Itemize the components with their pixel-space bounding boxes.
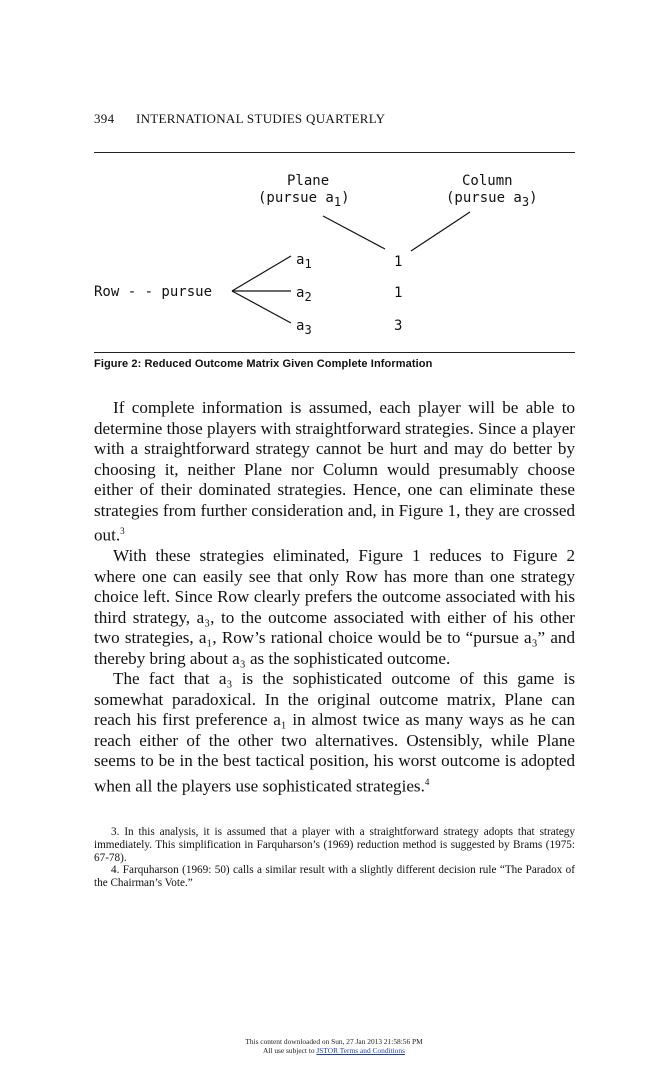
running-head xyxy=(94,111,385,127)
footnotes xyxy=(94,826,575,890)
terms-line xyxy=(0,1046,668,1055)
terms-prefix: All use subject to xyxy=(263,1046,317,1055)
branch-line-a1 xyxy=(232,256,291,291)
strategy-a3-index: 3 xyxy=(304,323,312,337)
paragraph-1-text: If complete information is assumed, each player will be able to determine those players with straightforward strategies. Since a player with a straightforward strategy cannot be hurt and may do better by choosing it, neither Plane nor Column would presumably choose either of their dominated strategies. Hence, one can eliminate these strategies from further consideration and, in Figure 1, they are crossed out. xyxy=(94,398,575,545)
strategy-a1 xyxy=(296,252,312,271)
strategy-a1-letter: a xyxy=(296,252,305,268)
plane-strategy xyxy=(258,190,350,209)
strategy-a2 xyxy=(296,285,312,304)
figure-bottom-rule xyxy=(94,352,575,353)
outcome-a1: 1 xyxy=(394,254,403,270)
paragraph-1 xyxy=(94,398,575,546)
paragraph-2: With these strategies eliminated, Figure 1 reduces to Figure 2 where one can easily see that only Row has more than one strategy choice left. Since Row clearly prefers the outcome associated with his third strategy, a₃, to the outcome associated with either of his other two strategies, a₁, Row’s rational choice would be to “pursue a₃” and thereby bring about a₃ as the sophisticated outcome. xyxy=(94,546,575,668)
plane-strategy-text: (pursue a xyxy=(258,190,334,206)
paragraph-3-text: The fact that a₃ is the sophisticated outcome of this game is somewhat paradoxical. In the original outcome matrix, Plane can reach his first preference a₁ in almost twice as many ways as he can reach either of the other two alternatives. Ostensibly, while Plane seems to be in the best tactical position, his worst outcome is adopted when all the players use sophisticated strategies. xyxy=(94,669,575,796)
plane-strategy-close: ) xyxy=(341,190,350,206)
paragraph-3 xyxy=(94,669,575,797)
footnote-4: 4. Farquharson (1969: 50) calls a similar result with a slightly different decision rule “The Paradox of the Chairman’s Vote.” xyxy=(94,864,575,890)
figure-top-rule xyxy=(94,152,575,153)
download-notice: This content downloaded on Sun, 27 Jan 2013 21:58:56 PM xyxy=(245,1037,423,1046)
outcome-a2: 1 xyxy=(394,285,403,301)
page-number: 394 xyxy=(94,111,115,126)
strategy-a3 xyxy=(296,318,312,337)
footnote-3: 3. In this analysis, it is assumed that a player with a straightforward strategy adopts that strategy immediately. This simplification in Farquharson’s (1969) reduction method is suggested by Brams (1975: 67-78). xyxy=(94,826,575,864)
strategy-a3-letter: a xyxy=(296,318,305,334)
column-strategy-index: 3 xyxy=(521,195,530,209)
reduced-outcome-diagram xyxy=(0,160,668,350)
jstor-notice xyxy=(0,1037,668,1055)
column-line xyxy=(411,212,470,251)
column-strategy-text: (pursue a xyxy=(446,190,522,206)
column-strategy xyxy=(446,190,538,209)
journal-title: INTERNATIONAL STUDIES QUARTERLY xyxy=(135,111,386,126)
jstor-terms-link[interactable]: JSTOR Terms and Conditions xyxy=(316,1046,405,1055)
branch-line-a3 xyxy=(232,291,291,323)
row-label: Row - - pursue xyxy=(94,284,213,300)
body-text xyxy=(94,398,575,797)
strategy-a2-index: 2 xyxy=(304,290,312,304)
plane-strategy-index: 1 xyxy=(333,195,342,209)
strategy-a2-letter: a xyxy=(296,285,305,301)
column-label: Column xyxy=(462,173,513,189)
figure-caption: Figure 2: Reduced Outcome Matrix Given Complete Information xyxy=(94,358,433,370)
column-strategy-close: ) xyxy=(529,190,538,206)
footnote-ref-3[interactable]: 3 xyxy=(120,526,125,536)
footnote-ref-4[interactable]: 4 xyxy=(424,776,430,787)
plane-label: Plane xyxy=(287,173,330,189)
plane-line xyxy=(323,216,385,249)
strategy-a1-index: 1 xyxy=(304,257,312,271)
outcome-a3: 3 xyxy=(394,318,403,334)
